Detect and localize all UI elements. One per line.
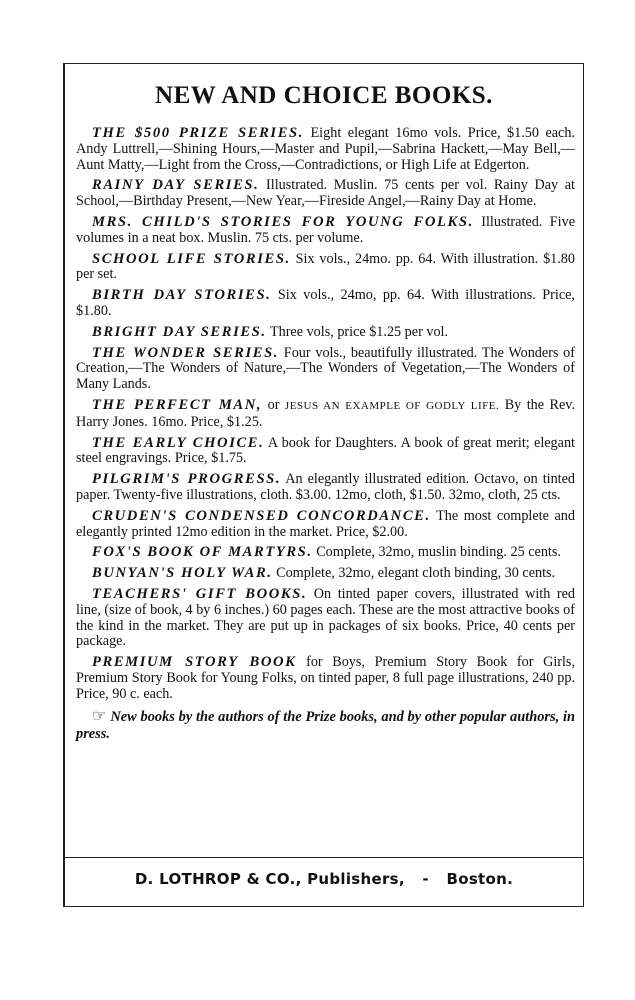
book-entry [76, 126, 575, 173]
book-description: Three vols, price $1.25 per vol. [266, 323, 449, 340]
publisher-separator: - [422, 870, 429, 888]
advertisement-page [63, 63, 584, 907]
book-title: THE $500 PRIZE SERIES. [92, 125, 304, 141]
book-title: PREMIUM STORY BOOK [92, 654, 297, 671]
book-list [76, 126, 575, 757]
book-entry [76, 398, 575, 431]
book-entry [76, 472, 575, 504]
book-title: RAINY DAY SERIES. [92, 177, 260, 194]
book-entry [76, 545, 575, 561]
book-entry [76, 288, 575, 320]
book-description: Complete, 32mo, elegant cloth binding, 30 cents. [272, 565, 556, 582]
book-description: for Boys, Premium Story Book for Girls, Premium Story Book for Young Folks, on tinted paper, 8 full page illustrations, 240 pp. Price, 90 c. each. [76, 654, 575, 702]
book-description: On tinted paper covers, illustrated with red line, (size of book, 4 by 6 inches.) 60 pages each. These are the most attractive books of the kind in the market. They are put up in packages of six books. Price, 40 cents per package. [76, 585, 576, 650]
book-entry [76, 252, 575, 284]
book-connector: or [262, 396, 285, 413]
divider [65, 857, 583, 858]
book-entry [76, 436, 575, 468]
book-description: Illustrated. Muslin. 75 cents per vol. Rainy Day at School,—Birthday Present,—New Year,—Fireside Angel,—Rainy Day at Home. [76, 177, 575, 210]
book-entry [76, 215, 575, 247]
book-title: THE PERFECT MAN, [92, 396, 263, 413]
book-title: BUNYAN'S HOLY WAR. [92, 565, 273, 582]
book-title: CRUDEN'S CONDENSED CONCORDANCE. [92, 507, 431, 524]
publisher-name: D. LOTHROP & CO., Publishers, [134, 870, 405, 888]
book-entry [76, 655, 575, 702]
book-entry [76, 566, 575, 582]
book-description: An elegantly illustrated edition. Octavo, on tinted paper. Twenty-five illustrations, cloth. $3.00. 12mo, cloth, $1.50. 32mo, cloth, 25 cts. [76, 471, 575, 503]
book-description: By the Rev. Harry Jones. 16mo. Price, $1.25. [76, 396, 576, 430]
book-entry [76, 178, 575, 210]
press-note-text: New books by the authors of the Prize books, and by other popular authors, in press. [76, 708, 575, 742]
book-description: Illustrated. Five volumes in a neat box. Muslin. 75 cts. per volume. [76, 213, 575, 246]
press-note [76, 708, 575, 743]
book-entry [76, 587, 575, 650]
book-entry [76, 346, 575, 393]
book-title: SCHOOL LIFE STORIES. [92, 250, 291, 267]
book-description: Six vols., 24mo, pp. 64. With illustrations. Price, $1.80. [76, 287, 575, 319]
book-title: BIRTH DAY STORIES. [92, 287, 272, 304]
book-entry [76, 325, 575, 341]
book-title: MRS. CHILD'S STORIES FOR YOUNG FOLKS. [92, 213, 474, 230]
page-title: NEW AND CHOICE BOOKS. [155, 82, 493, 109]
book-title: FOX'S BOOK OF MARTYRS. [92, 544, 313, 561]
publisher-imprint [65, 870, 583, 888]
book-description: Complete, 32mo, muslin binding. 25 cents. [312, 544, 561, 561]
book-description: Four vols., beautifully illustrated. The Wonders of Creation,—The Wonders of Nature,—The Wonders of Vegetation,—The Wonders of Many Lands. [76, 344, 575, 393]
pointing-hand-icon: ☞ [92, 707, 107, 725]
book-title: TEACHERS' GIFT BOOKS. [92, 585, 308, 602]
book-title: THE EARLY CHOICE. [92, 434, 265, 451]
book-title: THE WONDER SERIES. [92, 344, 280, 361]
book-description: Six vols., 24mo. pp. 64. With illustration. $1.80 per set. [76, 250, 575, 283]
book-description: A book for Daughters. A book of great merit; elegant steel engravings. Price, $1.75. [76, 434, 575, 467]
book-subtitle: JESUS AN EXAMPLE OF GODLY LIFE. [284, 399, 500, 412]
book-title: PILGRIM'S PROGRESS. [92, 471, 282, 488]
publisher-city: Boston. [446, 870, 514, 888]
book-entry [76, 509, 575, 541]
book-description: Eight elegant 16mo vols. Price, $1.50 each. Andy Luttrell,—Shining Hours,—Master and Pupil,—Sabrina Hackett,—May Bell,—Aunt Matty,—Light from the Cross,—Contradictions, or High Life at Edgerton. [76, 125, 575, 173]
book-description: The most complete and elegantly printed 12mo edition in the market. Price, $2.00. [76, 507, 575, 540]
book-title: BRIGHT DAY SERIES. [92, 323, 267, 340]
